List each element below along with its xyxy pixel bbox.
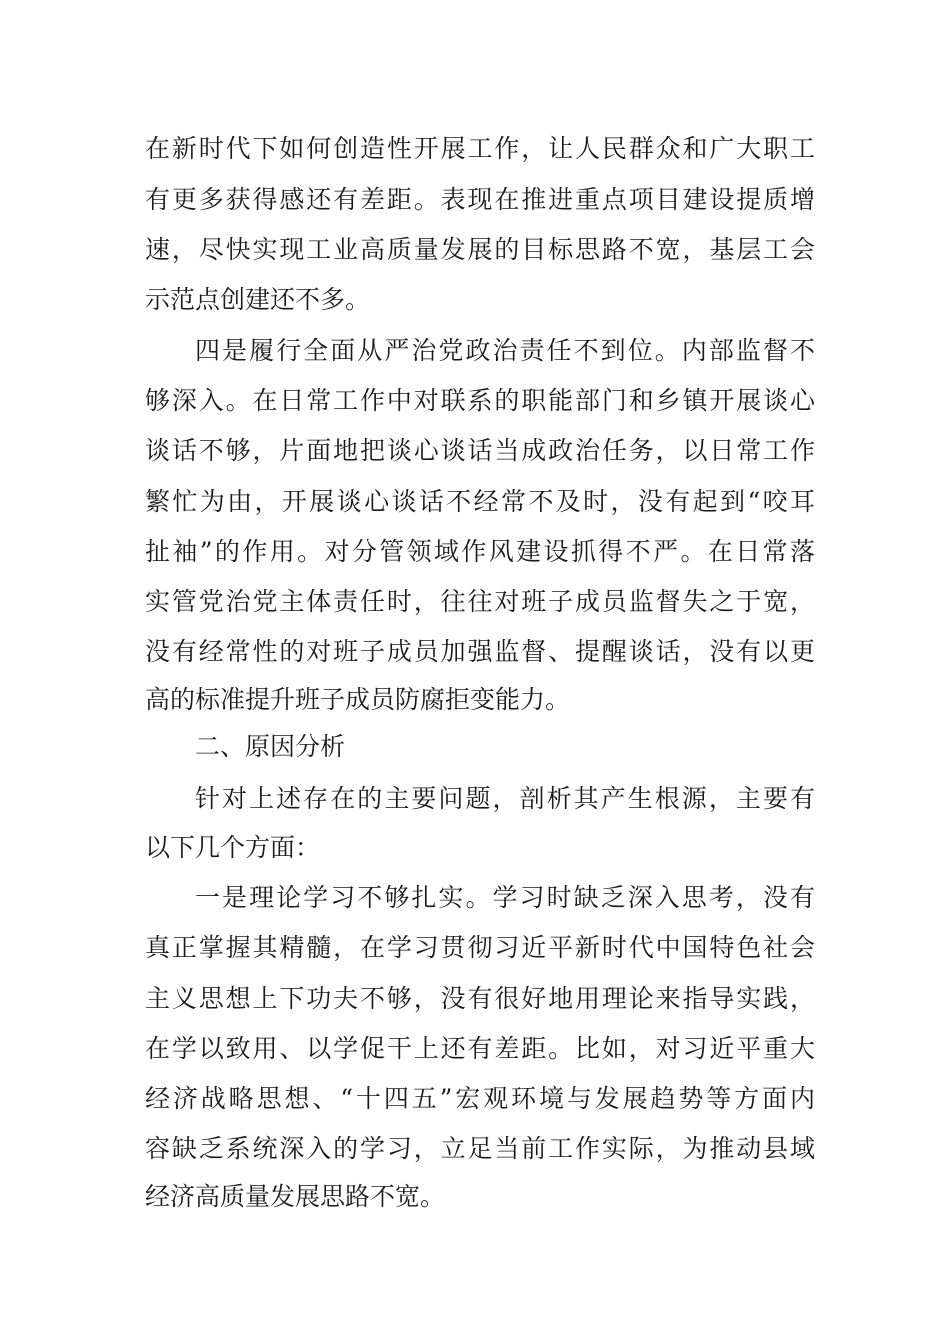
text-line: 速，尽快实现工业高质量发展的目标思路不宽，基层工会	[145, 235, 815, 264]
text-line: 容缺乏系统深入的学习，立足当前工作实际，为推动县域	[145, 1134, 815, 1163]
text-line: 在新时代下如何创造性开展工作，让人民群众和广大职工	[145, 134, 815, 163]
text-line: 示范点创建还不多。	[145, 285, 371, 314]
text-line: 真正掌握其精髓，在学习贯彻习近平新时代中国特色社会	[145, 933, 815, 962]
text-line: 够深入。在日常工作中对联系的职能部门和乡镇开展谈心	[145, 386, 815, 415]
text-line: 高的标准提升班子成员防腐拒变能力。	[145, 685, 571, 714]
text-line: 实管党治党主体责任时，往往对班子成员监督失之于宽，	[145, 587, 815, 616]
paragraph-first-line: 一是理论学习不够扎实。学习时缺乏深入思考，没有	[195, 883, 815, 912]
text-line: 主义思想上下功夫不够，没有很好地用理论来指导实践，	[145, 984, 815, 1013]
text-line: 有更多获得感还有差距。表现在推进重点项目建设提质增	[145, 185, 815, 214]
text-line: 繁忙为由，开展谈心谈话不经常不及时，没有起到“咬耳	[145, 487, 815, 516]
text-line: 以下几个方面：	[145, 833, 321, 862]
text-line: 经济高质量发展思路不宽。	[145, 1182, 446, 1211]
text-line: 没有经常性的对班子成员加强监督、提醒谈话，没有以更	[145, 637, 815, 666]
text-line: 谈话不够，片面地把谈心谈话当成政治任务，以日常工作	[145, 436, 815, 465]
section-heading: 二、原因分析	[195, 732, 346, 761]
text-line: 在学以致用、以学促干上还有差距。比如，对习近平重大	[145, 1034, 815, 1063]
text-line: 扯袖”的作用。对分管领域作风建设抓得不严。在日常落	[145, 537, 815, 566]
text-line: 经济战略思想、“十四五”宏观环境与发展趋势等方面内	[145, 1084, 815, 1113]
paragraph-first-line: 四是履行全面从严治党政治责任不到位。内部监督不	[195, 336, 815, 365]
paragraph-first-line: 针对上述存在的主要问题，剖析其产生根源，主要有	[195, 784, 815, 813]
